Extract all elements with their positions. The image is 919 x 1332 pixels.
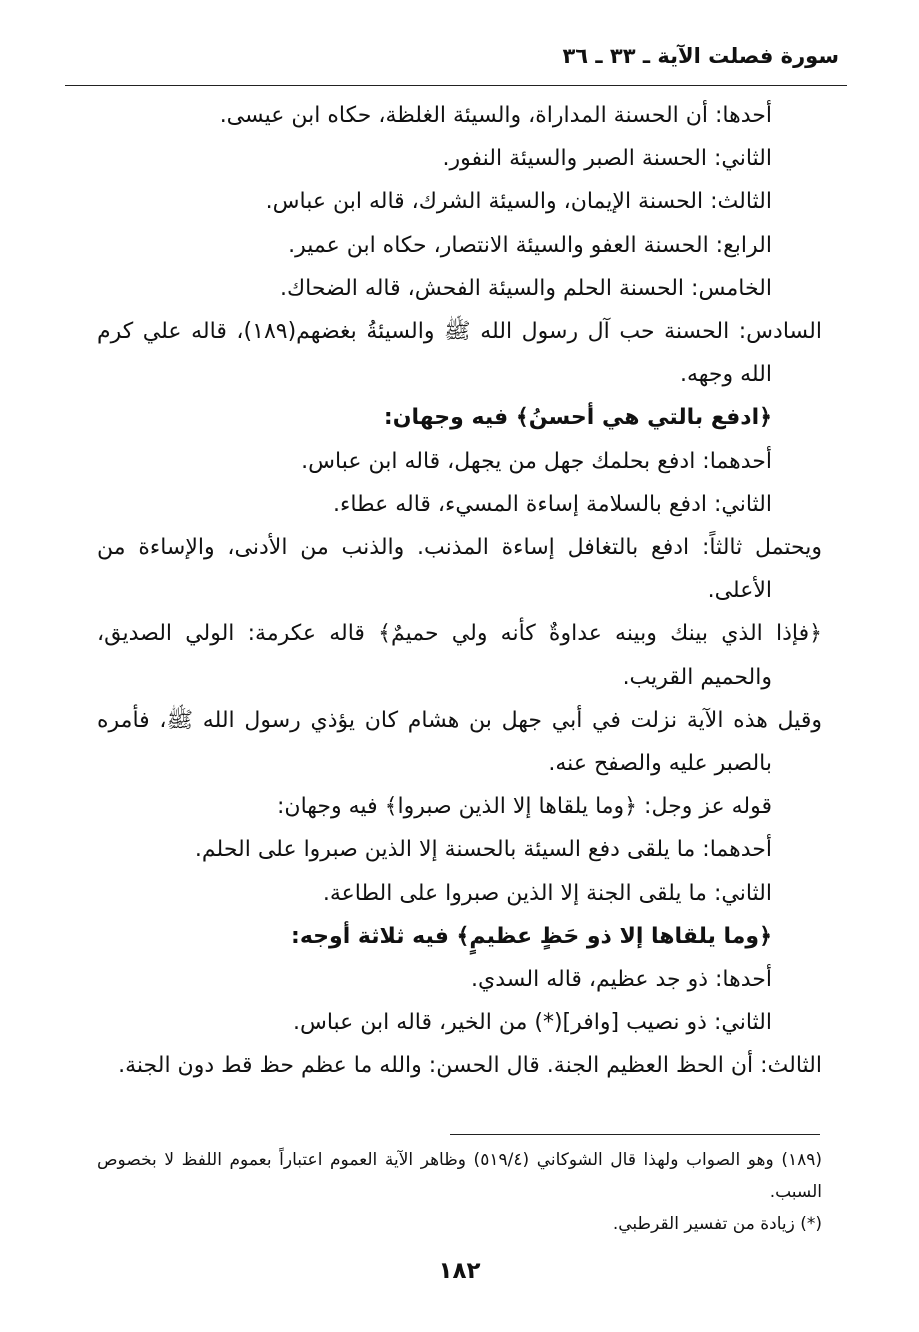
- text-line: أحدهما: ما يلقى دفع السيئة بالحسنة إلا الذين صبروا على الحلم.: [194, 837, 772, 863]
- footnote-divider: [450, 1134, 820, 1135]
- footnote: (١٨٩) وهو الصواب ولهذا قال الشوكاني (٥١٩/٤) وظاهر الآية العموم اعتباراً بعموم اللفظ لا بخصوص السبب.: [97, 1150, 822, 1202]
- running-header-title: سورة فصلت الآية ـ ٣٣ ـ ٣٦: [562, 44, 839, 68]
- text-line: الثاني: الحسنة الصبر والسيئة النفور.: [442, 146, 772, 172]
- text-line: ويحتمل ثالثاً: ادفع بالتغافل إساءة المذنب. والذنب من الأدنى، والإساءة من الأعلى.: [97, 535, 822, 604]
- text-line: الثالث: أن الحظ العظيم الجنة. قال الحسن: والله ما عظم حظ قط دون الجنة.: [118, 1053, 822, 1079]
- text-line: الثالث: الحسنة الإيمان، والسيئة الشرك، قاله ابن عباس.: [265, 189, 772, 215]
- text-line: الثاني: ذو نصيب [وافر](*) من الخير، قاله ابن عباس.: [292, 1010, 772, 1036]
- text-line: الخامس: الحسنة الحلم والسيئة الفحش، قاله الضحاك.: [279, 275, 772, 301]
- verse-line: ﴿وما يلقاها إلا ذو حَظٍ عظيمٍ﴾ فيه ثلاثة أوجه:: [291, 923, 772, 949]
- footnote: (*) زيادة من تفسير القرطبي.: [612, 1214, 822, 1234]
- page-number: ١٨٢: [438, 1258, 481, 1284]
- text-line: أحدها: ذو جد عظيم، قاله السدي.: [471, 967, 772, 993]
- footnotes: [97, 1144, 822, 1240]
- text-line: أحدها: أن الحسنة المداراة، والسيئة الغلظة، حكاه ابن عيسى.: [219, 103, 772, 128]
- header-divider: [65, 85, 847, 86]
- verse-line: ﴿ادفع بالتي هي أحسنُ﴾ فيه وجهان:: [383, 405, 772, 431]
- text-line: وقيل هذه الآية نزلت في أبي جهل بن هشام كان يؤذي رسول الله ﷺ، فأمره بالصبر عليه والصفح عنه.: [97, 707, 822, 777]
- text-line: الثاني: ما يلقى الجنة إلا الذين صبروا على الطاعة.: [322, 880, 772, 906]
- verse-line: ﴿فإذا الذي بينك وبينه عداوةٌ كأنه ولي حميمٌ﴾ قاله عكرمة: الولي الصديق، والحميم القريب.: [97, 621, 822, 690]
- text-line: أحدهما: ادفع بحلمك جهل من يجهل، قاله ابن عباس.: [301, 448, 772, 474]
- text-line: الرابع: الحسنة العفو والسيئة الانتصار، حكاه ابن عمير.: [288, 232, 772, 258]
- text-line: قوله عز وجل: ﴿وما يلقاها إلا الذين صبروا﴾ فيه وجهان:: [277, 794, 772, 820]
- text-line: السادس: الحسنة حب آل رسول الله ﷺ والسيئةُ بغضهم(١٨٩)، قاله علي كرم الله وجهه.: [97, 319, 822, 388]
- main-text: [97, 94, 822, 1088]
- text-line: الثاني: ادفع بالسلامة إساءة المسيء، قاله عطاء.: [333, 491, 772, 517]
